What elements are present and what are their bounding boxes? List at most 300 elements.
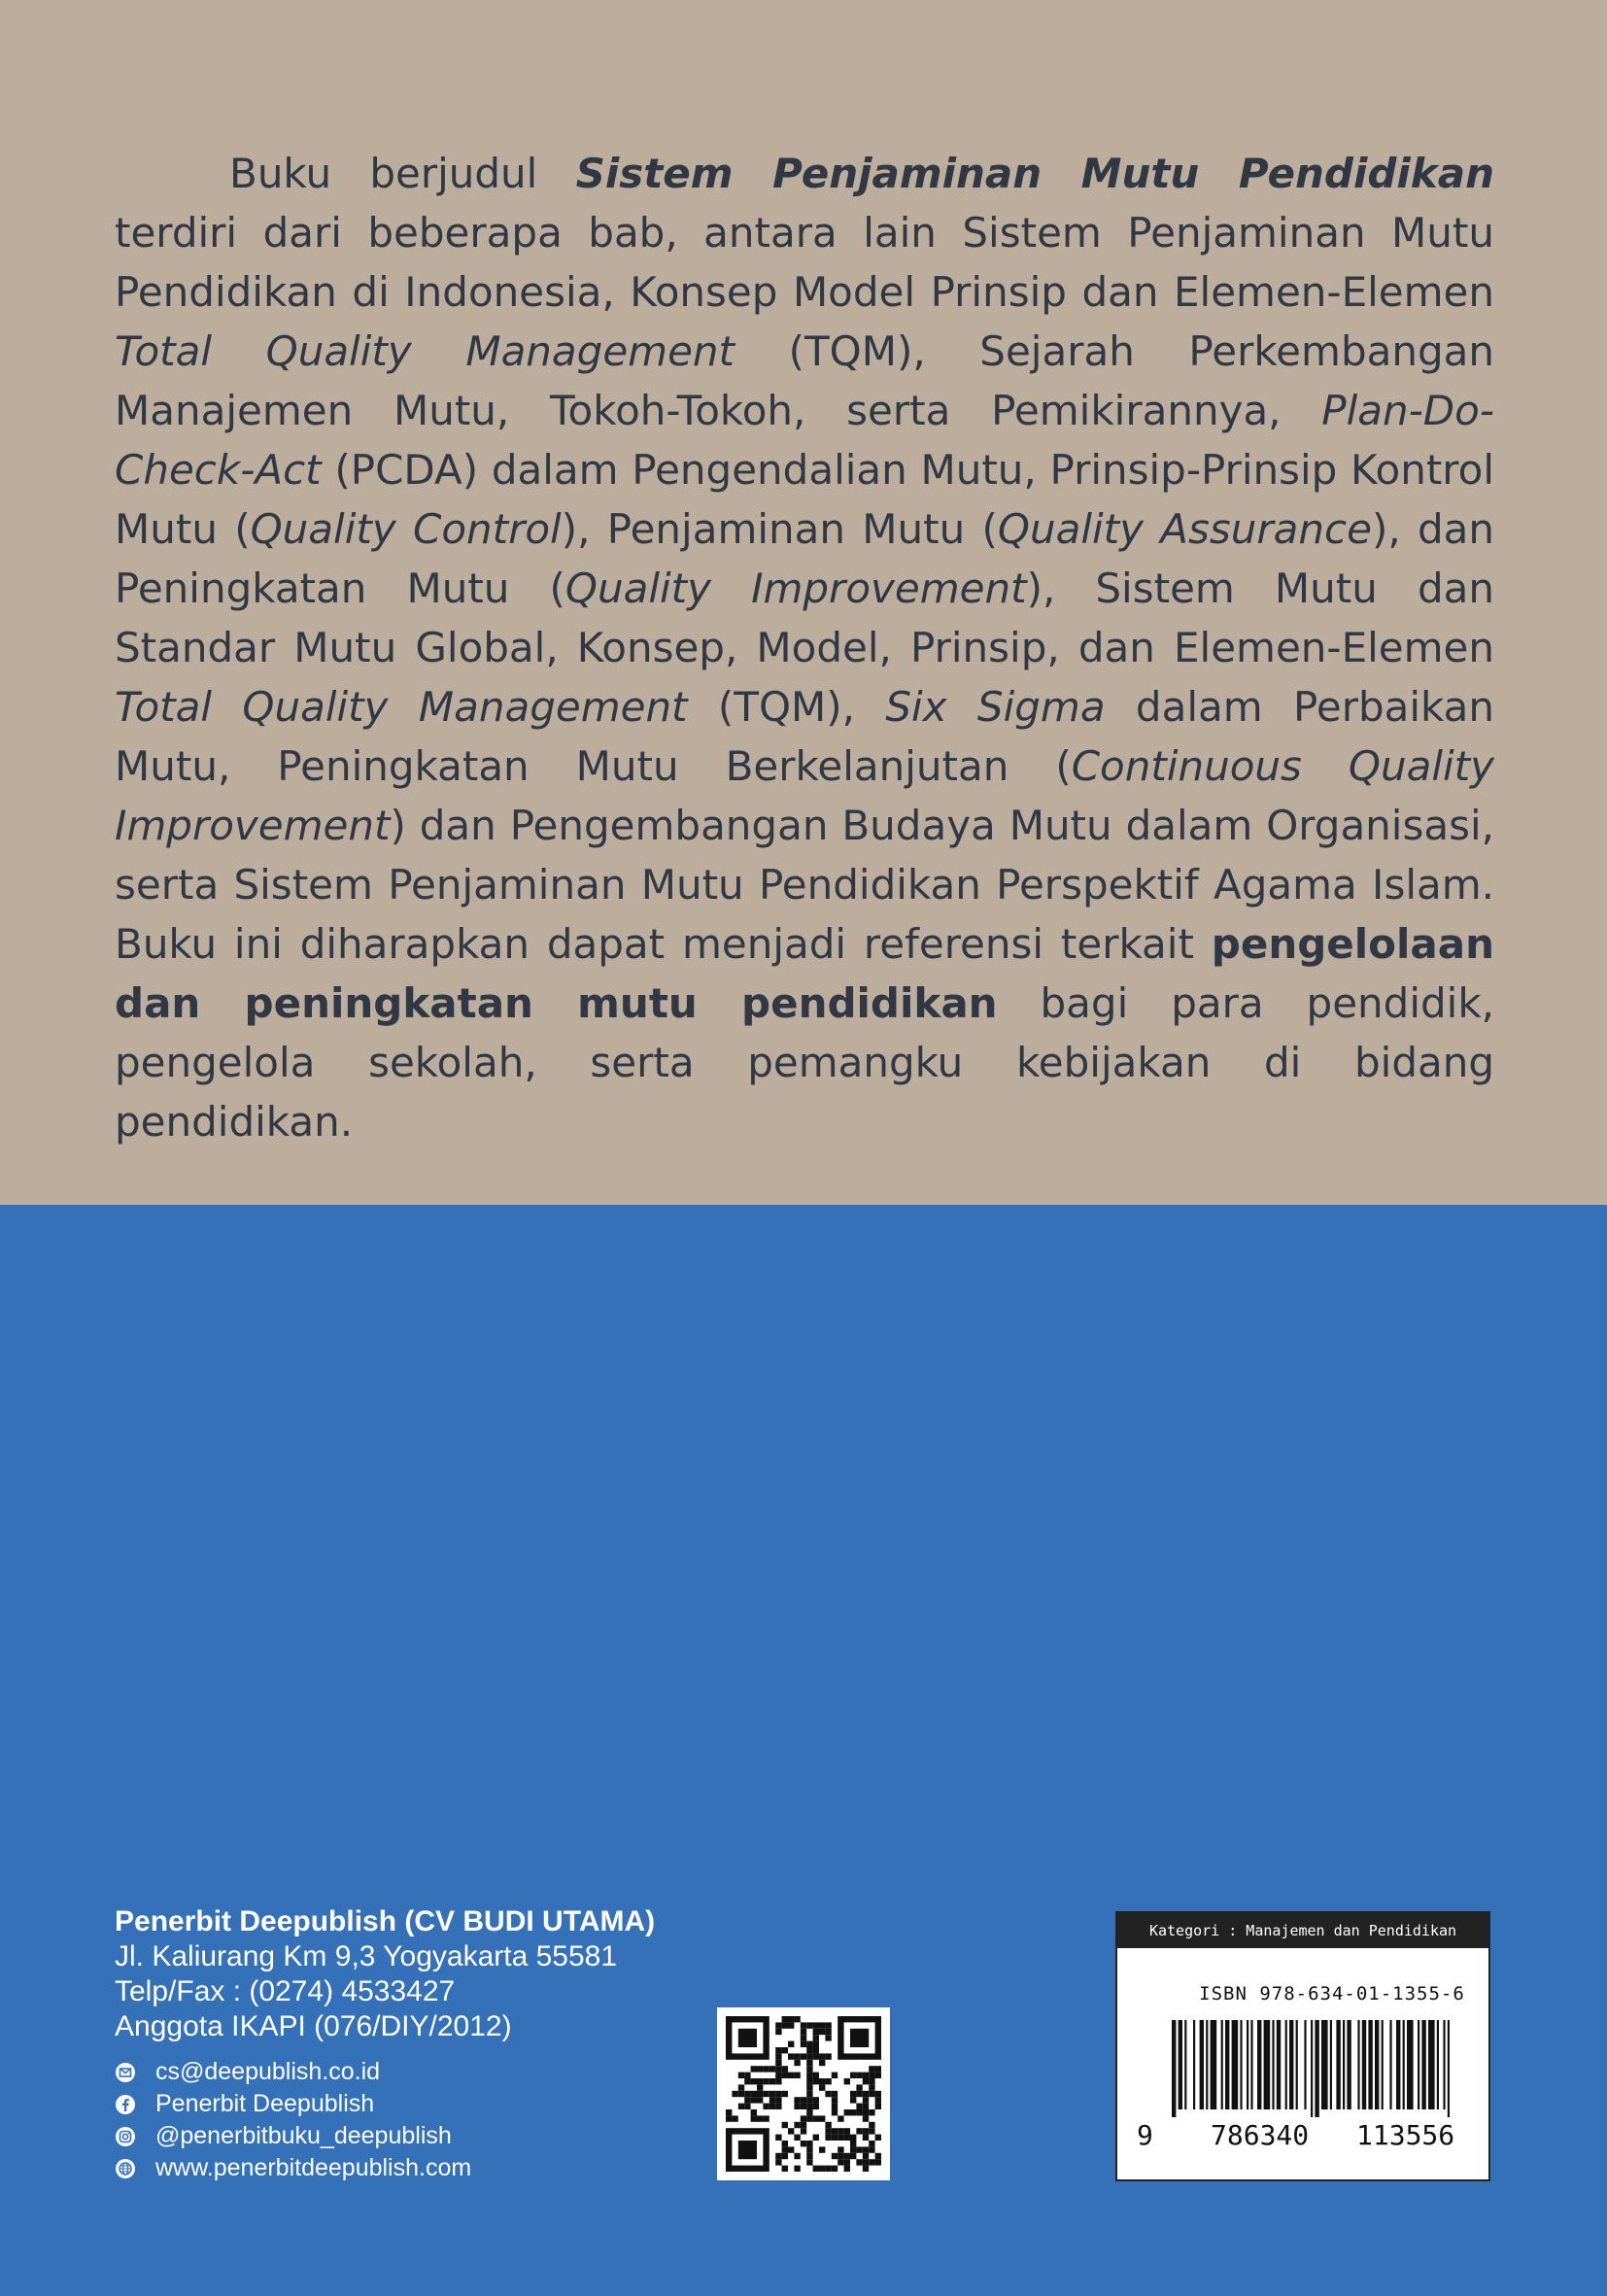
qr-module	[801, 2029, 806, 2035]
qr-module	[856, 2109, 862, 2115]
blurb-text: (PCDA) dalam Pengendalian Mutu, Prinsip-Prinsip Kontrol Mutu (	[115, 446, 1494, 553]
publisher-ikapi: Anggota IKAPI (076/DIY/2012)	[115, 2010, 512, 2042]
qr-module	[832, 2104, 838, 2109]
qr-module	[869, 2146, 874, 2152]
qr-module	[863, 2104, 869, 2109]
qr-module	[825, 2166, 831, 2172]
qr-module	[794, 2122, 800, 2128]
qr-module	[801, 2141, 806, 2146]
qr-module	[788, 2016, 794, 2022]
qr-module	[819, 2166, 825, 2172]
qr-code[interactable]	[717, 2007, 890, 2180]
qr-module	[782, 2153, 788, 2159]
qr-module	[819, 2084, 825, 2090]
globe-icon	[115, 2158, 136, 2179]
qr-module	[813, 2115, 819, 2121]
blurb-text: Buku berjudul	[229, 150, 576, 197]
qr-module	[875, 2091, 881, 2097]
barcode-bar	[1172, 2020, 1176, 2117]
barcode-bar	[1362, 2020, 1366, 2109]
qr-module	[819, 2115, 825, 2121]
barcode-bar	[1289, 2020, 1293, 2109]
qr-module	[869, 2066, 874, 2072]
qr-module	[863, 2159, 869, 2165]
qr-module	[732, 2115, 737, 2121]
qr-module	[744, 2104, 750, 2109]
qr-module	[794, 2104, 800, 2109]
barcode-bar	[1225, 2020, 1229, 2109]
qr-module	[825, 2122, 831, 2128]
qr-module	[806, 2097, 812, 2103]
qr-module	[806, 2066, 812, 2072]
qr-module	[863, 2091, 869, 2097]
qr-module	[806, 2109, 812, 2115]
qr-module	[769, 2078, 775, 2084]
qr-module	[788, 2073, 794, 2078]
qr-module	[801, 2022, 806, 2028]
qr-module	[856, 2159, 862, 2165]
qr-module	[775, 2078, 781, 2084]
qr-module	[788, 2146, 794, 2152]
qr-module	[732, 2091, 737, 2097]
qr-module	[869, 2109, 874, 2115]
qr-module	[775, 2066, 781, 2072]
barcode-bar	[1357, 2020, 1359, 2109]
qr-module	[850, 2135, 856, 2141]
qr-module	[794, 2153, 800, 2159]
qr-module	[769, 2104, 775, 2109]
qr-module	[794, 2053, 800, 2059]
publisher-address: Jl. Kaliurang Km 9,3 Yogyakarta 55581	[115, 1940, 618, 1972]
qr-module	[788, 2022, 794, 2028]
contact-text: cs@deepublish.co.id	[155, 2058, 381, 2085]
barcode-bar	[1211, 2020, 1217, 2109]
blurb-text: ), Sistem Mutu dan Standar Mutu Global, Konsep, Model, Prinsip, dan Elemen-Elemen	[115, 565, 1494, 671]
qr-module	[863, 2115, 869, 2121]
qr-module	[782, 2047, 788, 2053]
contact-facebook[interactable]	[115, 2088, 736, 2120]
qr-module	[838, 2153, 843, 2159]
qr-module	[863, 2153, 869, 2159]
barcode-bar	[1428, 2020, 1435, 2109]
qr-module	[801, 2097, 806, 2103]
qr-module	[775, 2047, 781, 2053]
barcode-bar	[1336, 2020, 1340, 2109]
qr-module	[863, 2135, 869, 2141]
qr-module	[819, 2146, 825, 2152]
barcode-bar	[1179, 2020, 1182, 2109]
book-description	[115, 144, 1494, 1151]
isbn-number: ISBN 978-634-01-1355-6	[1199, 1983, 1465, 2005]
barcode-bar	[1330, 2020, 1332, 2109]
qr-module	[751, 2066, 757, 2072]
qr-module	[726, 2109, 732, 2115]
qr-module	[806, 2084, 812, 2090]
barcode-bar	[1184, 2020, 1186, 2109]
qr-module	[738, 2073, 744, 2078]
book-title: Sistem Penjaminan Mutu Pendidikan	[575, 150, 1494, 197]
qr-module	[825, 2053, 831, 2059]
qr-module	[744, 2073, 750, 2078]
publisher-phone: Telp/Fax : (0274) 4533427	[115, 1975, 456, 2007]
qr-module	[863, 2166, 869, 2172]
barcode	[1168, 2020, 1459, 2117]
qr-module	[782, 2146, 788, 2152]
qr-module	[775, 2159, 781, 2165]
qr-module	[856, 2091, 862, 2097]
qr-module	[775, 2053, 781, 2059]
qr-module	[744, 2078, 750, 2084]
blurb-italic-term: Continuous Quality Improvement	[115, 742, 1495, 849]
qr-module	[850, 2091, 856, 2097]
barcode-bar	[1396, 2020, 1400, 2109]
qr-module	[763, 2091, 769, 2097]
qr-module	[806, 2060, 812, 2066]
qr-module	[875, 2066, 881, 2072]
qr-module	[806, 2091, 812, 2097]
qr-module	[832, 2073, 838, 2078]
qr-module	[832, 2091, 838, 2097]
barcode-bar	[1247, 2020, 1248, 2109]
blurb-text: ), Penjaminan Mutu (	[561, 505, 998, 553]
barcode-bar	[1296, 2020, 1298, 2109]
qr-module	[806, 2104, 812, 2109]
qr-module	[775, 2029, 781, 2035]
barcode-bar	[1311, 2020, 1313, 2117]
qr-module	[869, 2141, 874, 2146]
isbn-barcode-box	[1115, 1911, 1490, 2181]
qr-module	[788, 2041, 794, 2047]
blurb-italic-term: Total Quality Management	[115, 327, 735, 375]
qr-module	[863, 2128, 869, 2134]
barcode-bar	[1250, 2020, 1252, 2109]
qr-module	[775, 2104, 781, 2109]
qr-module	[801, 2115, 806, 2121]
qr-module	[801, 2122, 806, 2128]
email-icon	[115, 2062, 136, 2083]
contact-instagram[interactable]	[115, 2120, 736, 2152]
blurb-text: dalam Perbaikan Mutu, Peningkatan Mutu Berkelanjutan (	[115, 683, 1494, 790]
qr-module	[751, 2115, 757, 2121]
qr-module	[801, 2053, 806, 2059]
qr-module	[769, 2097, 775, 2103]
qr-module	[832, 2097, 838, 2103]
qr-module	[869, 2078, 874, 2084]
barcode-bar	[1285, 2020, 1287, 2109]
qr-module	[813, 2097, 819, 2103]
qr-module	[838, 2115, 843, 2121]
qr-module	[775, 2073, 781, 2078]
qr-module	[869, 2128, 874, 2134]
barcode-digits-left: 786340	[1211, 2119, 1310, 2151]
qr-module	[738, 2084, 744, 2090]
qr-module	[856, 2104, 862, 2109]
blurb-text: ), dan Peningkatan Mutu (	[115, 505, 1495, 612]
qr-module	[825, 2091, 831, 2097]
contact-text: @penerbitbuku_deepublish	[155, 2122, 452, 2149]
qr-module	[832, 2166, 838, 2172]
qr-module	[844, 2135, 850, 2141]
barcode-bar	[1389, 2020, 1391, 2109]
qr-module	[751, 2097, 757, 2103]
qr-module	[806, 2078, 812, 2084]
qr-module	[782, 2091, 788, 2097]
barcode-bar	[1304, 2020, 1306, 2109]
qr-module	[794, 2016, 800, 2022]
barcode-bar	[1232, 2020, 1239, 2109]
qr-module	[806, 2153, 812, 2159]
qr-module	[863, 2097, 869, 2103]
qr-module	[832, 2128, 838, 2134]
qr-module	[819, 2053, 825, 2059]
qr-module	[844, 2109, 850, 2115]
qr-finder-pattern	[729, 2019, 766, 2056]
qr-module	[806, 2146, 812, 2152]
contact-text: www.penerbitdeepublish.com	[155, 2154, 472, 2181]
qr-module	[775, 2097, 781, 2103]
qr-module	[838, 2146, 843, 2152]
qr-module	[813, 2029, 819, 2035]
qr-module	[757, 2078, 763, 2084]
qr-module	[813, 2022, 819, 2028]
qr-module	[782, 2022, 788, 2028]
qr-module	[757, 2097, 763, 2103]
publisher-name: Penerbit Deepublish (CV BUDI UTAMA)	[115, 1905, 656, 1937]
barcode-bar	[1315, 2020, 1318, 2117]
barcode-bar	[1277, 2020, 1281, 2109]
qr-module	[757, 2066, 763, 2072]
qr-module	[782, 2141, 788, 2146]
qr-module	[757, 2084, 763, 2090]
qr-module	[869, 2122, 874, 2128]
barcode-bar	[1407, 2020, 1414, 2109]
qr-module	[813, 2053, 819, 2059]
qr-module	[782, 2122, 788, 2128]
qr-module	[751, 2078, 757, 2084]
qr-module	[869, 2091, 874, 2097]
qr-module	[763, 2066, 769, 2072]
qr-module	[769, 2066, 775, 2072]
qr-module	[794, 2073, 800, 2078]
qr-module	[813, 2104, 819, 2109]
qr-module	[813, 2041, 819, 2047]
barcode-bar	[1375, 2020, 1379, 2109]
qr-module	[806, 2141, 812, 2146]
qr-module	[794, 2135, 800, 2141]
qr-module	[806, 2047, 812, 2053]
qr-module	[738, 2091, 744, 2097]
qr-module	[769, 2091, 775, 2097]
qr-module	[806, 2041, 812, 2047]
qr-module	[863, 2073, 869, 2078]
qr-module	[801, 2035, 806, 2040]
qr-module	[863, 2146, 869, 2152]
contact-email[interactable]	[115, 2056, 736, 2088]
qr-module	[825, 2135, 831, 2141]
blurb-bold-phrase: pengelolaan dan peningkatan mutu pendidikan	[115, 920, 1494, 1027]
publisher-contacts	[115, 2056, 736, 2184]
qr-module	[825, 2035, 831, 2040]
qr-module	[782, 2073, 788, 2078]
qr-module	[775, 2060, 781, 2066]
blurb-text: ) dan Pengembangan Budaya Mutu dalam Organisasi, serta Sistem Penjaminan Mutu Pendidikan Perspektif Agama Islam. Buku ini diharapkan dapat menjadi referensi terkait	[115, 802, 1494, 968]
qr-module	[806, 2115, 812, 2121]
blurb-italic-term: Quality Improvement	[564, 565, 1027, 612]
barcode-digit-first: 9	[1137, 2119, 1153, 2151]
qr-module	[813, 2135, 819, 2141]
category-label: Kategori : Manajemen dan Pendidikan	[1117, 1913, 1488, 1948]
qr-module	[844, 2078, 850, 2084]
qr-finder-pattern	[729, 2131, 766, 2168]
qr-module	[763, 2078, 769, 2084]
qr-module	[875, 2153, 881, 2159]
qr-module	[838, 2135, 843, 2141]
blurb-text: bagi para pendidik, pengelola sekolah, serta pemangku kebijakan di bidang pendidikan.	[115, 979, 1494, 1146]
barcode-bar	[1418, 2020, 1419, 2109]
qr-module	[863, 2109, 869, 2115]
qr-module	[751, 2109, 757, 2115]
qr-module	[782, 2166, 788, 2172]
publisher-info	[115, 1904, 736, 2184]
barcode-bar	[1200, 2020, 1204, 2109]
barcode-bar	[1206, 2020, 1208, 2109]
barcode-bar	[1443, 2020, 1445, 2109]
qr-module	[794, 2060, 800, 2066]
qr-module	[825, 2078, 831, 2084]
barcode-bar	[1368, 2020, 1372, 2109]
qr-module	[782, 2016, 788, 2022]
qr-module	[806, 2022, 812, 2028]
qr-module	[819, 2022, 825, 2028]
blurb-italic-term: Quality Assurance	[997, 505, 1372, 553]
barcode-bar	[1272, 2020, 1274, 2109]
qr-module	[763, 2115, 769, 2121]
qr-module	[775, 2022, 781, 2028]
qr-module	[806, 2073, 812, 2078]
qr-module	[744, 2091, 750, 2097]
qr-module	[844, 2128, 850, 2134]
qr-module	[806, 2053, 812, 2059]
qr-module	[869, 2084, 874, 2090]
qr-module	[801, 2041, 806, 2047]
qr-module	[788, 2128, 794, 2134]
blurb-text: (TQM),	[687, 683, 886, 731]
contact-text: Penerbit Deepublish	[155, 2090, 375, 2117]
qr-module	[875, 2135, 881, 2141]
qr-module	[775, 2153, 781, 2159]
qr-module	[838, 2159, 843, 2165]
qr-module	[832, 2153, 838, 2159]
barcode-bar	[1264, 2020, 1271, 2109]
barcode-bar	[1240, 2020, 1242, 2109]
qr-module	[856, 2146, 862, 2152]
qr-finder-pattern	[840, 2019, 877, 2056]
blurb-italic-term: Total Quality Management	[115, 683, 688, 731]
qr-module	[825, 2128, 831, 2134]
qr-module	[775, 2091, 781, 2097]
barcode-bar	[1193, 2020, 1195, 2109]
qr-module	[763, 2104, 769, 2109]
qr-module	[875, 2159, 881, 2165]
blurb-italic-term: Quality Control	[250, 505, 562, 553]
barcode-bar	[1257, 2020, 1261, 2109]
facebook-icon	[115, 2094, 136, 2115]
barcode-bar	[1343, 2020, 1345, 2109]
qr-module	[788, 2053, 794, 2059]
qr-module	[744, 2097, 750, 2103]
barcode-bar	[1321, 2020, 1328, 2109]
barcode-bar	[1403, 2020, 1405, 2109]
qr-module	[869, 2073, 874, 2078]
qr-module	[844, 2159, 850, 2165]
qr-module	[832, 2109, 838, 2115]
qr-module	[801, 2104, 806, 2109]
qr-module	[738, 2104, 744, 2109]
qr-module	[813, 2078, 819, 2084]
qr-module	[775, 2135, 781, 2141]
qr-module	[813, 2047, 819, 2053]
qr-module	[844, 2166, 850, 2172]
qr-module	[825, 2029, 831, 2035]
qr-module	[813, 2073, 819, 2078]
qr-module	[757, 2091, 763, 2097]
blurb-italic-term: Six Sigma	[885, 683, 1106, 731]
qr-module	[813, 2035, 819, 2040]
barcode-digits-right: 113556	[1356, 2119, 1455, 2151]
instagram-icon	[115, 2126, 136, 2147]
qr-module	[850, 2146, 856, 2152]
qr-module	[850, 2153, 856, 2159]
qr-module	[875, 2097, 881, 2103]
blurb-text: terdiri dari beberapa bab, antara lain Sistem Penjaminan Mutu Pendidikan di Indonesia, Konsep Model Prinsip dan Elemen-Elemen	[115, 209, 1494, 316]
qr-module	[856, 2128, 862, 2134]
qr-module	[806, 2159, 812, 2165]
qr-code-image	[717, 2007, 890, 2180]
qr-module	[875, 2104, 881, 2109]
qr-module	[832, 2135, 838, 2141]
blurb-italic-term: Plan-Do-Check-Act	[115, 387, 1494, 494]
blurb-text: (TQM), Sejarah Perkembangan Manajemen Mutu, Tokoh-Tokoh, serta Pemikirannya,	[115, 327, 1494, 434]
barcode-bar	[1221, 2020, 1223, 2109]
qr-module	[850, 2109, 856, 2115]
qr-module	[757, 2115, 763, 2121]
qr-module	[856, 2073, 862, 2078]
qr-module	[819, 2078, 825, 2084]
qr-module	[794, 2097, 800, 2103]
qr-module	[751, 2091, 757, 2097]
barcode-bar	[1421, 2020, 1425, 2109]
qr-module	[801, 2128, 806, 2134]
contact-website[interactable]	[115, 2152, 736, 2184]
qr-module	[850, 2073, 856, 2078]
qr-module	[819, 2060, 825, 2066]
barcode-bar	[1382, 2020, 1384, 2109]
qr-module	[869, 2159, 874, 2165]
qr-module	[863, 2078, 869, 2084]
qr-module	[850, 2141, 856, 2146]
qr-module	[726, 2115, 732, 2121]
barcode-bar	[1448, 2020, 1450, 2117]
qr-module	[813, 2166, 819, 2172]
qr-module	[850, 2097, 856, 2103]
qr-module	[825, 2022, 831, 2028]
qr-module	[875, 2073, 881, 2078]
qr-module	[844, 2153, 850, 2159]
qr-module	[782, 2066, 788, 2072]
barcode-bar	[1347, 2020, 1351, 2109]
qr-module	[819, 2029, 825, 2035]
barcode-bar	[1437, 2020, 1439, 2109]
